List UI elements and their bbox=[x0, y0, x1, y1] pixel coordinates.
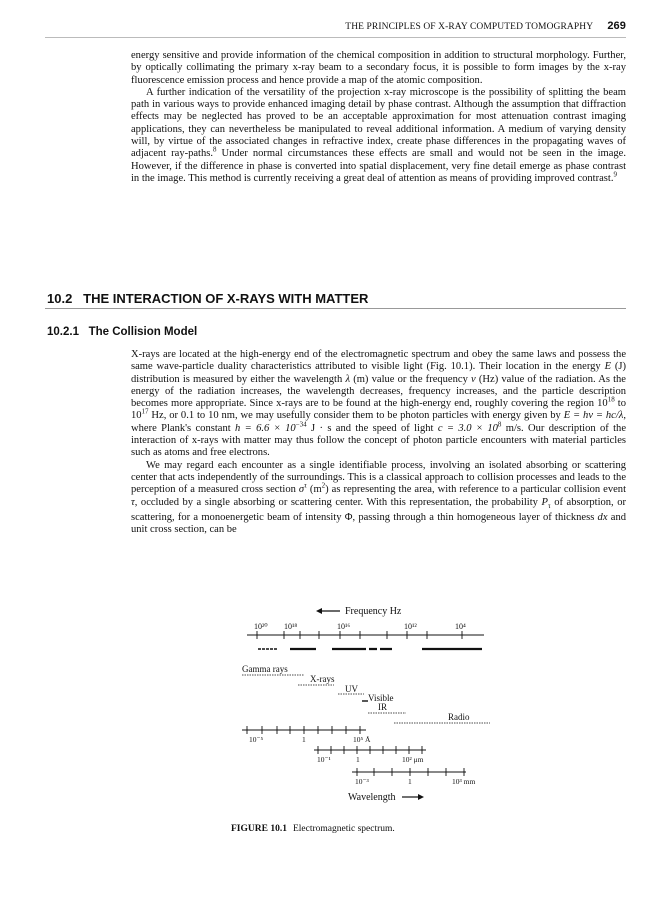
micrometer-tick-label: 1 bbox=[356, 755, 360, 764]
frequency-arrowhead-icon bbox=[316, 608, 322, 614]
freq-tick-label: 10²⁰ bbox=[254, 622, 268, 631]
band-label-radio: Radio bbox=[448, 712, 470, 722]
freq-tick-label: 10¹⁸ bbox=[284, 622, 298, 631]
collision-model-text bbox=[131, 349, 626, 537]
frequency-label: Frequency Hz bbox=[345, 606, 402, 617]
header-rule bbox=[45, 37, 626, 38]
micrometer-tick-label: 10⁻¹ bbox=[317, 755, 331, 764]
running-header bbox=[0, 20, 626, 32]
intro-paragraph-2: A further indication of the versatility of the projection x-ray microscope is the possibility of splitting the beam path in various ways to provide enhanced imaging detail by phase contrast. Although the assumption that diffraction effects may be neglected has proved to be an acceptable approximation for most attenuation contrast imaging applications, they can nevertheless be manipulated to reveal additional information. A medium of varying density will, by virtue of the associated changes in refractive index, create phase differences in the propagating waves of adjacent ray-paths.$^8$ Under normal circumstances these effects are small and would not be seen in the image. However, if the difference in phase is converted into spatial displacement, very fine detail emerge as phase contrast in the image. This method is currently receiving a great deal of attention as means of providing improved contrast.$^9$ bbox=[131, 86, 626, 184]
intro-paragraph-1: energy sensitive and provide information of the chemical composition in addition to structural morphology. Further, by optically collimating the primary x-ray beam to a secondary focus, it is possible to form images by the x-ray fluorescence emission process and hence provide a map of the atomic composition. bbox=[131, 50, 626, 86]
collision-paragraph-1: X-rays are located at the high-energy end of the electromagnetic spectrum and obey the same laws and possess the same wave-particle duality characteristics attributed to visible light (Fig. 10.1). Their location in the energy E (J) distribution is measured by either the wavelength λ (m) value or the frequency ν (Hz) value of the radiation. As the energy of the radiation increases, the wavelength decreases, frequency increases, and the particle description becomes more appropriate. Since x-rays are to be found at the high-energy end, roughly covering the region $10^{18}$ to $10^{17}$ Hz, or 0.1 to 10 nm, we may usefully consider them to be photon particles with energy given by E = hν = hc/λ, where Plank's constant $h = 6.6 \times 10^{-34}$ J · s and the speed of light $c = 3.0 \times 10^8$ m/s. Our description of the interaction of x-rays with matter may thus follow the concept of photon particle encounters with material particles such as atoms and free electrons. bbox=[131, 349, 626, 459]
wavelength-arrowhead-icon bbox=[418, 794, 424, 800]
collision-paragraph-2: We may regard each encounter as a single identifiable process, involving an isolated absorbing or scattering center that acts independently of the surroundings. This is a classical approach to collision processes and leads to the perception of a measured cross section $\sigma^\tau$ $(m^2)$ as representing the area, with reference to a particular collision event τ, occluded by a single absorbing or scattering center. With this representation, the probability $P_\tau$ of absorption, or scattering, for a monoenergetic beam of intensity Φ, passing through a thin homogeneous layer of thickness dx and unit cross section, can be bbox=[131, 459, 627, 536]
intro-text bbox=[131, 50, 626, 185]
band-label-xray: X-rays bbox=[310, 674, 335, 684]
section-heading: 10.2 THE INTERACTION OF X-RAYS WITH MATTER bbox=[47, 291, 369, 306]
page-number: 269 bbox=[607, 20, 626, 32]
band-label-gamma: Gamma rays bbox=[242, 664, 288, 674]
freq-tick-label: 10¹⁶ bbox=[337, 622, 351, 631]
figure-label: FIGURE 10.1 bbox=[231, 824, 287, 834]
running-title: THE PRINCIPLES OF X-RAY COMPUTED TOMOGRAPHY bbox=[345, 22, 593, 32]
micrometer-tick-label: 10² μm bbox=[402, 755, 424, 764]
millimeter-tick-label: 1 bbox=[408, 777, 412, 786]
angstrom-tick-label: 10⁵ Å bbox=[353, 735, 371, 744]
angstrom-tick-label: 10⁻⁵ bbox=[249, 735, 264, 744]
ref-8: 8 bbox=[213, 145, 217, 154]
ref-9: 9 bbox=[613, 170, 617, 179]
millimeter-tick-label: 10³ mm bbox=[452, 777, 476, 786]
freq-tick-label: 10⁴ bbox=[455, 622, 466, 631]
figure-caption-text: Electromagnetic spectrum. bbox=[292, 824, 395, 834]
electromagnetic-spectrum-figure bbox=[222, 602, 502, 820]
figure-caption bbox=[231, 824, 395, 834]
band-label-ir: IR bbox=[378, 702, 387, 712]
section-rule bbox=[45, 308, 626, 309]
band-label-visible: Visible bbox=[368, 693, 394, 703]
freq-tick-label: 10¹² bbox=[404, 622, 417, 631]
band-label-uv: UV bbox=[345, 684, 358, 694]
wavelength-label: Wavelength bbox=[348, 792, 396, 803]
angstrom-tick-label: 1 bbox=[302, 735, 306, 744]
millimeter-tick-label: 10⁻³ bbox=[355, 777, 369, 786]
subsection-heading: 10.2.1 The Collision Model bbox=[47, 326, 198, 338]
